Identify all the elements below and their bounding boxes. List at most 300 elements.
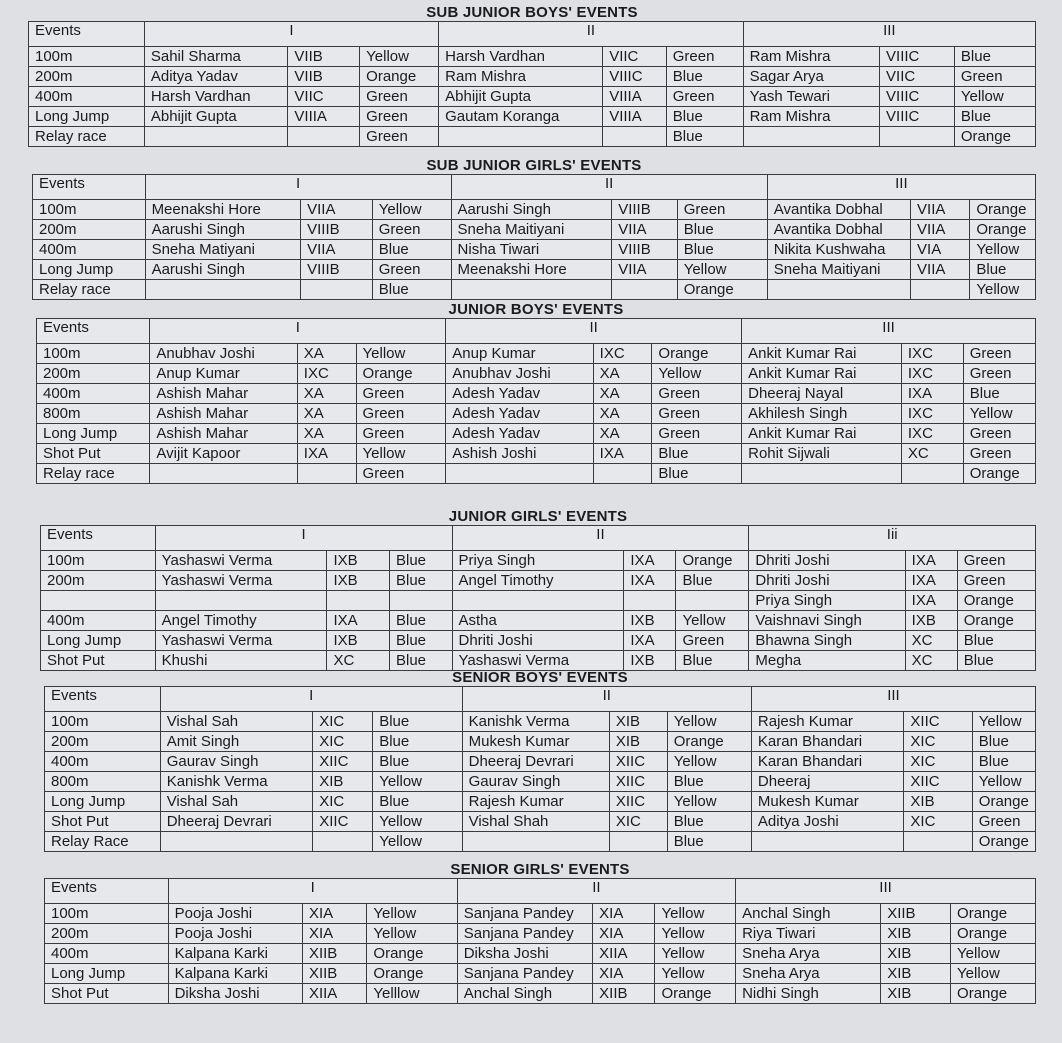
- participant-name: Dheeraj Nayal: [742, 384, 902, 404]
- event-name: Long Jump: [45, 792, 161, 812]
- participant-name: Ashish Joshi: [446, 444, 593, 464]
- table-row: [45, 944, 1036, 964]
- participant-name: Avantika Dobhal: [767, 200, 910, 220]
- participant-class: IXB: [624, 651, 676, 671]
- table-row: [41, 571, 1036, 591]
- participant-name: Ram Mishra: [743, 107, 879, 127]
- table-row: [45, 732, 1036, 752]
- participant-name: Priya Singh: [749, 591, 905, 611]
- participant-house: Blue: [373, 712, 462, 732]
- participant-name: Amit Singh: [160, 732, 313, 752]
- rank-header: III: [751, 687, 1035, 712]
- participant-name: [452, 591, 624, 611]
- participant-class: XA: [593, 404, 652, 424]
- participant-house: Blue: [957, 651, 1035, 671]
- participant-name: Ram Mishra: [439, 67, 603, 87]
- participant-class: VIIA: [301, 200, 373, 220]
- rank-header: I: [168, 879, 457, 904]
- rank-header: II: [446, 319, 742, 344]
- section-title: SENIOR BOYS' EVENTS: [452, 669, 628, 686]
- participant-name: Vaishnavi Singh: [749, 611, 905, 631]
- participant-house: Yellow: [655, 964, 736, 984]
- participant-class: VIIC: [288, 87, 360, 107]
- participant-house: Yellow: [652, 364, 742, 384]
- participant-name: Vishal Shah: [462, 812, 609, 832]
- participant-name: Rajesh Kumar: [462, 792, 609, 812]
- participant-class: [297, 464, 356, 484]
- event-name: Relay Race: [45, 832, 161, 852]
- participant-name: Anubhav Joshi: [446, 364, 593, 384]
- participant-class: XIA: [593, 924, 655, 944]
- event-name: 400m: [45, 752, 161, 772]
- participant-name: Anubhav Joshi: [150, 344, 297, 364]
- participant-name: Yashaswi Verma: [155, 631, 327, 651]
- participant-class: XIB: [904, 792, 972, 812]
- participant-house: Yelllow: [367, 984, 457, 1004]
- participant-name: Abhijit Gupta: [144, 107, 288, 127]
- table-row: [37, 404, 1036, 424]
- participant-house: Yellow: [655, 944, 736, 964]
- participant-class: XA: [593, 384, 652, 404]
- participant-name: Ankit Kumar Rai: [742, 424, 902, 444]
- rank-header: III: [767, 175, 1035, 200]
- participant-class: IXA: [901, 384, 963, 404]
- event-name: Relay race: [29, 127, 145, 147]
- participant-name: [439, 127, 603, 147]
- rank-header: III: [742, 319, 1036, 344]
- results-table: [28, 21, 1036, 147]
- participant-house: Blue: [373, 752, 462, 772]
- participant-name: Abhijit Gupta: [439, 87, 603, 107]
- participant-class: XIA: [302, 924, 366, 944]
- participant-house: Green: [356, 404, 446, 424]
- participant-name: Sneha Maitiyani: [767, 260, 910, 280]
- participant-house: Yellow: [972, 772, 1035, 792]
- participant-class: XIB: [313, 772, 373, 792]
- participant-class: XIC: [313, 732, 373, 752]
- participant-name: Sahil Sharma: [144, 47, 288, 67]
- participant-house: Green: [963, 364, 1035, 384]
- participant-name: Gautam Koranga: [439, 107, 603, 127]
- table-row: [29, 127, 1036, 147]
- table-row: [45, 712, 1036, 732]
- event-name: 200m: [33, 220, 146, 240]
- participant-house: Blue: [666, 67, 743, 87]
- participant-class: VIA: [911, 240, 970, 260]
- participant-class: XIC: [904, 752, 972, 772]
- participant-class: IXA: [297, 444, 356, 464]
- participant-house: Yellow: [356, 444, 446, 464]
- table-row: [41, 631, 1036, 651]
- participant-class: XIIC: [313, 752, 373, 772]
- participant-class: XC: [901, 444, 963, 464]
- event-name: 200m: [41, 571, 156, 591]
- participant-house: Blue: [389, 651, 452, 671]
- participant-class: VIIIC: [880, 47, 955, 67]
- participant-house: Orange: [360, 67, 439, 87]
- participant-class: IXC: [901, 344, 963, 364]
- participant-class: IXA: [327, 611, 390, 631]
- participant-house: Green: [652, 404, 742, 424]
- participant-house: Yellow: [951, 964, 1036, 984]
- participant-name: [451, 280, 612, 300]
- participant-class: VIIIC: [603, 67, 667, 87]
- participant-class: [609, 832, 667, 852]
- participant-class: XIC: [313, 712, 373, 732]
- participant-name: Dhriti Joshi: [749, 551, 905, 571]
- table-row: [29, 67, 1036, 87]
- participant-class: XC: [905, 651, 957, 671]
- participant-house: Yellow: [373, 832, 462, 852]
- participant-name: Vishal Sah: [160, 712, 313, 732]
- header-row: [33, 175, 1036, 200]
- participant-house: Green: [963, 344, 1035, 364]
- results-section: [32, 157, 1036, 300]
- participant-class: IXB: [327, 571, 390, 591]
- event-name: 200m: [45, 732, 161, 752]
- participant-house: Orange: [954, 127, 1035, 147]
- event-name: 100m: [45, 904, 169, 924]
- participant-class: VIIA: [911, 200, 970, 220]
- participant-name: [160, 832, 313, 852]
- events-header: Events: [29, 22, 145, 47]
- participant-name: [155, 591, 327, 611]
- participant-house: Orange: [951, 924, 1036, 944]
- participant-name: Nisha Tiwari: [451, 240, 612, 260]
- participant-name: Sneha Arya: [736, 964, 881, 984]
- participant-house: Blue: [667, 832, 751, 852]
- participant-house: Yellow: [356, 344, 446, 364]
- participant-name: Adesh Yadav: [446, 404, 593, 424]
- participant-house: Orange: [655, 984, 736, 1004]
- participant-name: Rohit Sijwali: [742, 444, 902, 464]
- rank-header: III: [743, 22, 1035, 47]
- table-row: [29, 107, 1036, 127]
- event-name: [41, 591, 156, 611]
- participant-class: XIIC: [609, 752, 667, 772]
- participant-name: Anup Kumar: [446, 344, 593, 364]
- participant-house: Blue: [389, 631, 452, 651]
- participant-name: Sneha Arya: [736, 944, 881, 964]
- participant-house: Orange: [676, 551, 749, 571]
- participant-name: Pooja Joshi: [168, 904, 302, 924]
- participant-house: Yellow: [655, 904, 736, 924]
- participant-class: VIIIC: [880, 87, 955, 107]
- participant-house: Blue: [667, 812, 751, 832]
- participant-house: Green: [677, 200, 767, 220]
- participant-house: Blue: [373, 732, 462, 752]
- participant-name: Riya Tiwari: [736, 924, 881, 944]
- rank-header: II: [452, 526, 749, 551]
- participant-name: Sneha Matiyani: [145, 240, 301, 260]
- participant-name: Sneha Maitiyani: [451, 220, 612, 240]
- rank-header: Iii: [749, 526, 1036, 551]
- participant-house: Blue: [389, 571, 452, 591]
- participant-house: Yellow: [372, 200, 451, 220]
- results-section: [44, 669, 1036, 852]
- rank-header: I: [144, 22, 438, 47]
- participant-house: Green: [957, 571, 1035, 591]
- participant-house: Yellow: [367, 904, 457, 924]
- participant-house: Green: [954, 67, 1035, 87]
- rank-header: II: [439, 22, 744, 47]
- participant-class: VIIA: [301, 240, 373, 260]
- results-table: [36, 318, 1036, 484]
- participant-class: XIIB: [302, 944, 366, 964]
- event-name: Long Jump: [33, 260, 146, 280]
- participant-name: Yash Tewari: [743, 87, 879, 107]
- event-name: Long Jump: [37, 424, 150, 444]
- participant-name: Kanishk Verma: [160, 772, 313, 792]
- participant-class: XIC: [609, 812, 667, 832]
- participant-name: Aditya Joshi: [751, 812, 904, 832]
- participant-house: Orange: [972, 792, 1035, 812]
- participant-name: Ankit Kumar Rai: [742, 364, 902, 384]
- participant-name: Kanishk Verma: [462, 712, 609, 732]
- event-name: 200m: [37, 364, 150, 384]
- table-row: [45, 752, 1036, 772]
- participant-house: Green: [356, 384, 446, 404]
- participant-house: Green: [957, 551, 1035, 571]
- participant-house: Blue: [652, 444, 742, 464]
- results-section: [36, 301, 1036, 484]
- participant-class: XIIA: [302, 984, 366, 1004]
- participant-class: IXB: [905, 611, 957, 631]
- event-name: Relay race: [33, 280, 146, 300]
- participant-house: Orange: [951, 904, 1036, 924]
- event-name: 100m: [29, 47, 145, 67]
- participant-name: Adesh Yadav: [446, 384, 593, 404]
- participant-class: VIIIA: [603, 107, 667, 127]
- rank-header: II: [462, 687, 751, 712]
- participant-house: Blue: [954, 47, 1035, 67]
- header-row: [29, 22, 1036, 47]
- participant-class: IXC: [901, 424, 963, 444]
- participant-class: IXA: [624, 551, 676, 571]
- participant-house: Green: [360, 107, 439, 127]
- participant-house: Blue: [372, 240, 451, 260]
- table-row: [37, 464, 1036, 484]
- participant-house: Blue: [666, 127, 743, 147]
- participant-class: XA: [297, 404, 356, 424]
- participant-name: Dheeraj Devrari: [462, 752, 609, 772]
- participant-house: Blue: [389, 611, 452, 631]
- participant-class: VIIC: [603, 47, 667, 67]
- table-row: [41, 551, 1036, 571]
- participant-class: [901, 464, 963, 484]
- events-header: Events: [37, 319, 150, 344]
- events-header: Events: [45, 687, 161, 712]
- section-title: SENIOR GIRLS' EVENTS: [450, 861, 630, 878]
- participant-name: Yashaswi Verma: [452, 651, 624, 671]
- event-name: Long Jump: [41, 631, 156, 651]
- participant-name: Ashish Mahar: [150, 404, 297, 424]
- results-table: [32, 174, 1036, 300]
- participant-name: [144, 127, 288, 147]
- participant-house: Orange: [957, 611, 1035, 631]
- participant-name: Sanjana Pandey: [457, 924, 592, 944]
- event-name: 200m: [45, 924, 169, 944]
- participant-class: XIIB: [881, 904, 951, 924]
- participant-class: [301, 280, 373, 300]
- event-name: 200m: [29, 67, 145, 87]
- participant-name: Aditya Yadav: [144, 67, 288, 87]
- participant-house: Blue: [652, 464, 742, 484]
- participant-name: Megha: [749, 651, 905, 671]
- participant-name: Dheeraj Devrari: [160, 812, 313, 832]
- results-section: [40, 508, 1036, 671]
- participant-name: Aarushi Singh: [145, 260, 301, 280]
- participant-name: Ankit Kumar Rai: [742, 344, 902, 364]
- participant-house: Blue: [373, 792, 462, 812]
- participant-name: Anup Kumar: [150, 364, 297, 384]
- participant-house: Green: [676, 631, 749, 651]
- participant-house: Yellow: [373, 772, 462, 792]
- event-name: Long Jump: [45, 964, 169, 984]
- header-row: [45, 687, 1036, 712]
- participant-house: Yellow: [954, 87, 1035, 107]
- participant-class: XIIC: [904, 712, 972, 732]
- participant-name: Yashaswi Verma: [155, 571, 327, 591]
- results-section: [44, 861, 1036, 1004]
- participant-house: Yellow: [677, 260, 767, 280]
- participant-name: Akhilesh Singh: [742, 404, 902, 424]
- participant-name: Vishal Sah: [160, 792, 313, 812]
- participant-name: Dhriti Joshi: [452, 631, 624, 651]
- table-row: [33, 260, 1036, 280]
- participant-house: Yellow: [676, 611, 749, 631]
- participant-class: XIB: [881, 984, 951, 1004]
- participant-name: Gaurav Singh: [160, 752, 313, 772]
- participant-name: Avantika Dobhal: [767, 220, 910, 240]
- participant-house: Blue: [972, 732, 1035, 752]
- participant-class: VIIIB: [301, 220, 373, 240]
- participant-class: XIC: [313, 792, 373, 812]
- participant-class: XIIA: [593, 944, 655, 964]
- participant-name: Dheeraj: [751, 772, 904, 792]
- event-name: Shot Put: [37, 444, 150, 464]
- participant-house: Green: [356, 424, 446, 444]
- event-name: Shot Put: [45, 984, 169, 1004]
- participant-house: Orange: [970, 200, 1036, 220]
- participant-house: Orange: [667, 732, 751, 752]
- participant-class: VIIIB: [301, 260, 373, 280]
- participant-name: Aarushi Singh: [451, 200, 612, 220]
- participant-name: Mukesh Kumar: [751, 792, 904, 812]
- event-name: 400m: [45, 944, 169, 964]
- table-row: [37, 444, 1036, 464]
- table-row: [33, 240, 1036, 260]
- section-title: JUNIOR BOYS' EVENTS: [448, 301, 624, 318]
- participant-class: [904, 832, 972, 852]
- participant-class: IXC: [901, 404, 963, 424]
- participant-class: [624, 591, 676, 611]
- participant-class: [612, 280, 677, 300]
- event-name: 800m: [45, 772, 161, 792]
- participant-class: VIIC: [880, 67, 955, 87]
- participant-name: [150, 464, 297, 484]
- participant-class: VIIIA: [288, 107, 360, 127]
- rank-header: III: [736, 879, 1036, 904]
- events-header: Events: [33, 175, 146, 200]
- participant-class: XC: [905, 631, 957, 651]
- participant-house: Yellow: [360, 47, 439, 67]
- participant-name: Nidhi Singh: [736, 984, 881, 1004]
- header-row: [45, 879, 1036, 904]
- event-name: Relay race: [37, 464, 150, 484]
- participant-name: [145, 280, 301, 300]
- rank-header: II: [451, 175, 767, 200]
- participant-class: XIC: [904, 812, 972, 832]
- event-name: 400m: [37, 384, 150, 404]
- results-table: [44, 878, 1036, 1004]
- participant-name: Diksha Joshi: [168, 984, 302, 1004]
- participant-class: IXC: [901, 364, 963, 384]
- participant-name: [742, 464, 902, 484]
- participant-house: Blue: [372, 280, 451, 300]
- participant-class: VIIIB: [612, 240, 677, 260]
- participant-house: Blue: [972, 752, 1035, 772]
- participant-class: [327, 591, 390, 611]
- participant-house: [389, 591, 452, 611]
- event-name: Long Jump: [29, 107, 145, 127]
- section-title: JUNIOR GIRLS' EVENTS: [448, 508, 628, 525]
- table-row: [29, 47, 1036, 67]
- participant-house: Green: [372, 260, 451, 280]
- participant-class: VIIA: [911, 220, 970, 240]
- section-title: SUB JUNIOR GIRLS' EVENTS: [426, 157, 642, 174]
- table-row: [37, 384, 1036, 404]
- results-table: [40, 525, 1036, 671]
- participant-house: Blue: [677, 240, 767, 260]
- participant-name: Aarushi Singh: [145, 220, 301, 240]
- participant-house: Blue: [677, 220, 767, 240]
- participant-name: Adesh Yadav: [446, 424, 593, 444]
- participant-class: VIIA: [612, 260, 677, 280]
- table-row: [45, 832, 1036, 852]
- participant-name: Harsh Vardhan: [439, 47, 603, 67]
- participant-house: Yellow: [367, 924, 457, 944]
- participant-name: [751, 832, 904, 852]
- table-row: [33, 200, 1036, 220]
- participant-house: Green: [372, 220, 451, 240]
- table-row: [45, 964, 1036, 984]
- participant-name: [743, 127, 879, 147]
- participant-name: Sagar Arya: [743, 67, 879, 87]
- participant-name: Ashish Mahar: [150, 424, 297, 444]
- participant-class: XA: [297, 344, 356, 364]
- participant-name: Ram Mishra: [743, 47, 879, 67]
- event-name: 400m: [41, 611, 156, 631]
- participant-house: Blue: [389, 551, 452, 571]
- participant-name: Yashaswi Verma: [155, 551, 327, 571]
- rank-header: I: [150, 319, 446, 344]
- participant-class: VIIA: [612, 220, 677, 240]
- participant-name: Anchal Singh: [736, 904, 881, 924]
- participant-house: Green: [356, 464, 446, 484]
- participant-name: Khushi: [155, 651, 327, 671]
- participant-class: XIIB: [302, 964, 366, 984]
- event-name: Shot Put: [45, 812, 161, 832]
- table-row: [41, 651, 1036, 671]
- participant-class: XIIC: [609, 772, 667, 792]
- participant-house: Green: [360, 127, 439, 147]
- table-row: [37, 364, 1036, 384]
- participant-class: IXA: [624, 571, 676, 591]
- participant-class: [288, 127, 360, 147]
- participant-class: IXC: [593, 344, 652, 364]
- participant-house: Green: [666, 47, 743, 67]
